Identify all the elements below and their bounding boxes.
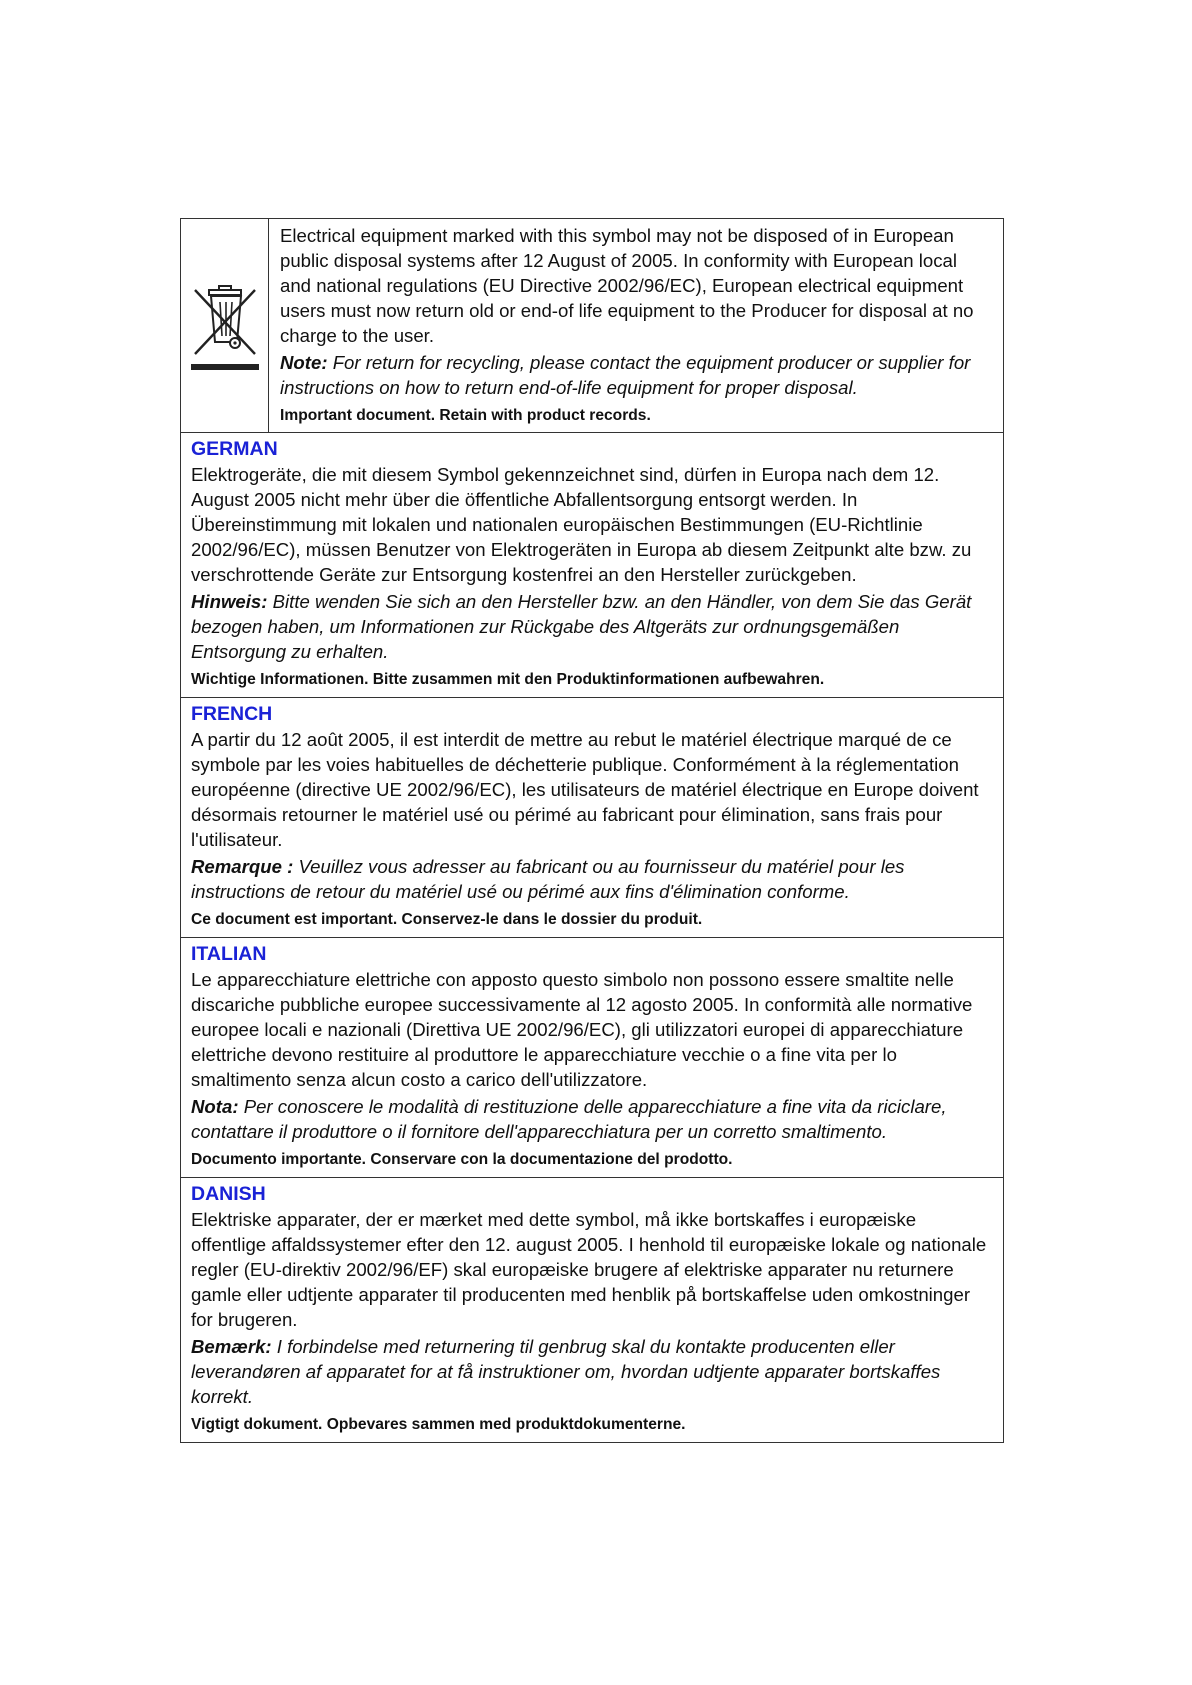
crossed-out-wheelie-bin-icon bbox=[189, 278, 261, 374]
note-text: Bitte wenden Sie sich an den Hersteller bzw. an den Händler, von dem Sie das Gerät bezogen haben, um Informationen zur Rückgabe des Altgeräts zur ordnungsgemäßen Entsorgung zu erhalten. bbox=[191, 591, 972, 662]
note-label: Note: bbox=[280, 352, 328, 373]
important-notice: Wichtige Informationen. Bitte zusammen mit den Produktinformationen aufbewahren. bbox=[191, 671, 825, 688]
section-note bbox=[191, 1094, 991, 1144]
intro-note bbox=[280, 350, 991, 400]
language-heading: ITALIAN bbox=[191, 943, 267, 965]
important-notice: Vigtigt dokument. Opbevares sammen med produktdokumenterne. bbox=[191, 1416, 686, 1433]
important-notice: Documento importante. Conservare con la documentazione del prodotto. bbox=[191, 1151, 733, 1168]
note-text: Veuillez vous adresser au fabricant ou au fournisseur du matériel pour les instructions de retour du matériel usé ou périmé aux fins d'élimination conforme. bbox=[191, 856, 905, 902]
language-heading: FRENCH bbox=[191, 703, 273, 725]
note-text: For return for recycling, please contact the equipment producer or supplier for instructions on how to return end-of-life equipment for proper disposal. bbox=[280, 352, 971, 398]
weee-notice-table bbox=[180, 218, 1004, 1443]
section-body: Elektriske apparater, der er mærket med dette symbol, må ikke bortskaffes i europæiske offentlige affaldssystemer efter den 12. august 2005. I henhold til europæiske lokale og nationale regler (EU-direktiv 2002/96/EF) skal europæiske brugere af elektriske apparater nu returnere gamle eller udtjente apparater til producenten med henblik på bortskaffelse uden omkostninger for brugeren. bbox=[191, 1209, 987, 1330]
section-german bbox=[181, 433, 1003, 698]
note-text: Per conoscere le modalità di restituzione delle apparecchiature a fine vita da riciclare, contattare il produttore o il fornitore dell'apparecchiatura per un corretto smaltimento. bbox=[191, 1096, 947, 1142]
section-note bbox=[191, 854, 991, 904]
important-notice: Ce document est important. Conservez-le dans le dossier du produit. bbox=[191, 911, 703, 928]
language-heading: GERMAN bbox=[191, 438, 278, 460]
note-label: Bemærk: bbox=[191, 1336, 272, 1357]
important-notice: Important document. Retain with product records. bbox=[280, 407, 651, 424]
section-body: A partir du 12 août 2005, il est interdit de mettre au rebut le matériel électrique marqué de ce symbole par les voies habituelles de déchetterie publique. Conformément à la réglementation européenne (directive UE 2002/96/EC), les utilisateurs de matériel électrique en Europe doivent désormais retourner le matériel usé ou périmé au fabricant pour élimination, sans frais pour l'utilisateur. bbox=[191, 729, 979, 850]
section-french bbox=[181, 698, 1003, 938]
note-text: I forbindelse med returnering til genbrug skal du kontakte producenten eller leverandøren af apparatet for at få instruktioner om, hvordan udtjente apparater bortskaffes korrekt. bbox=[191, 1336, 941, 1407]
section-italian bbox=[181, 938, 1003, 1178]
section-danish bbox=[181, 1178, 1003, 1442]
intro-row bbox=[181, 219, 1003, 433]
intro-text-cell bbox=[269, 219, 1003, 432]
intro-body: Electrical equipment marked with this symbol may not be disposed of in European public disposal systems after 12 August of 2005. In conformity with European local and national regulations (EU Directive 2002/96/EC), European electrical equipment users must now return old or end-of life equipment to the Producer for disposal at no charge to the user. bbox=[280, 225, 974, 346]
symbol-cell bbox=[181, 219, 269, 432]
section-body: Le apparecchiature elettriche con apposto questo simbolo non possono essere smaltite nelle discariche pubbliche europee successivamente al 12 agosto 2005. In conformità alle normative europee locali e nazionali (Direttiva UE 2002/96/EC), gli utilizzatori europei di apparecchiature elettriche devono restituire al produttore le apparecchiature vecchie o a fine vita per lo smaltimento senza alcun costo a carico dell'utilizzatore. bbox=[191, 969, 973, 1090]
section-note bbox=[191, 589, 991, 664]
note-label: Hinweis: bbox=[191, 591, 268, 612]
section-body: Elektrogeräte, die mit diesem Symbol gekennzeichnet sind, dürfen in Europa nach dem 12. August 2005 nicht mehr über die öffentliche Abfallentsorgung entsorgt werden. In Übereinstimmung mit lokalen und nationalen europäischen Bestimmungen (EU-Richtlinie 2002/96/EC), müssen Benutzer von Elektrogeräten in Europa ab diesem Zeitpunkt alte bzw. zu verschrottende Geräte zur Entsorgung kostenfrei an den Hersteller zurückgeben. bbox=[191, 464, 972, 585]
note-label: Nota: bbox=[191, 1096, 239, 1117]
section-note bbox=[191, 1334, 991, 1409]
language-heading: DANISH bbox=[191, 1183, 266, 1205]
note-label: Remarque : bbox=[191, 856, 294, 877]
